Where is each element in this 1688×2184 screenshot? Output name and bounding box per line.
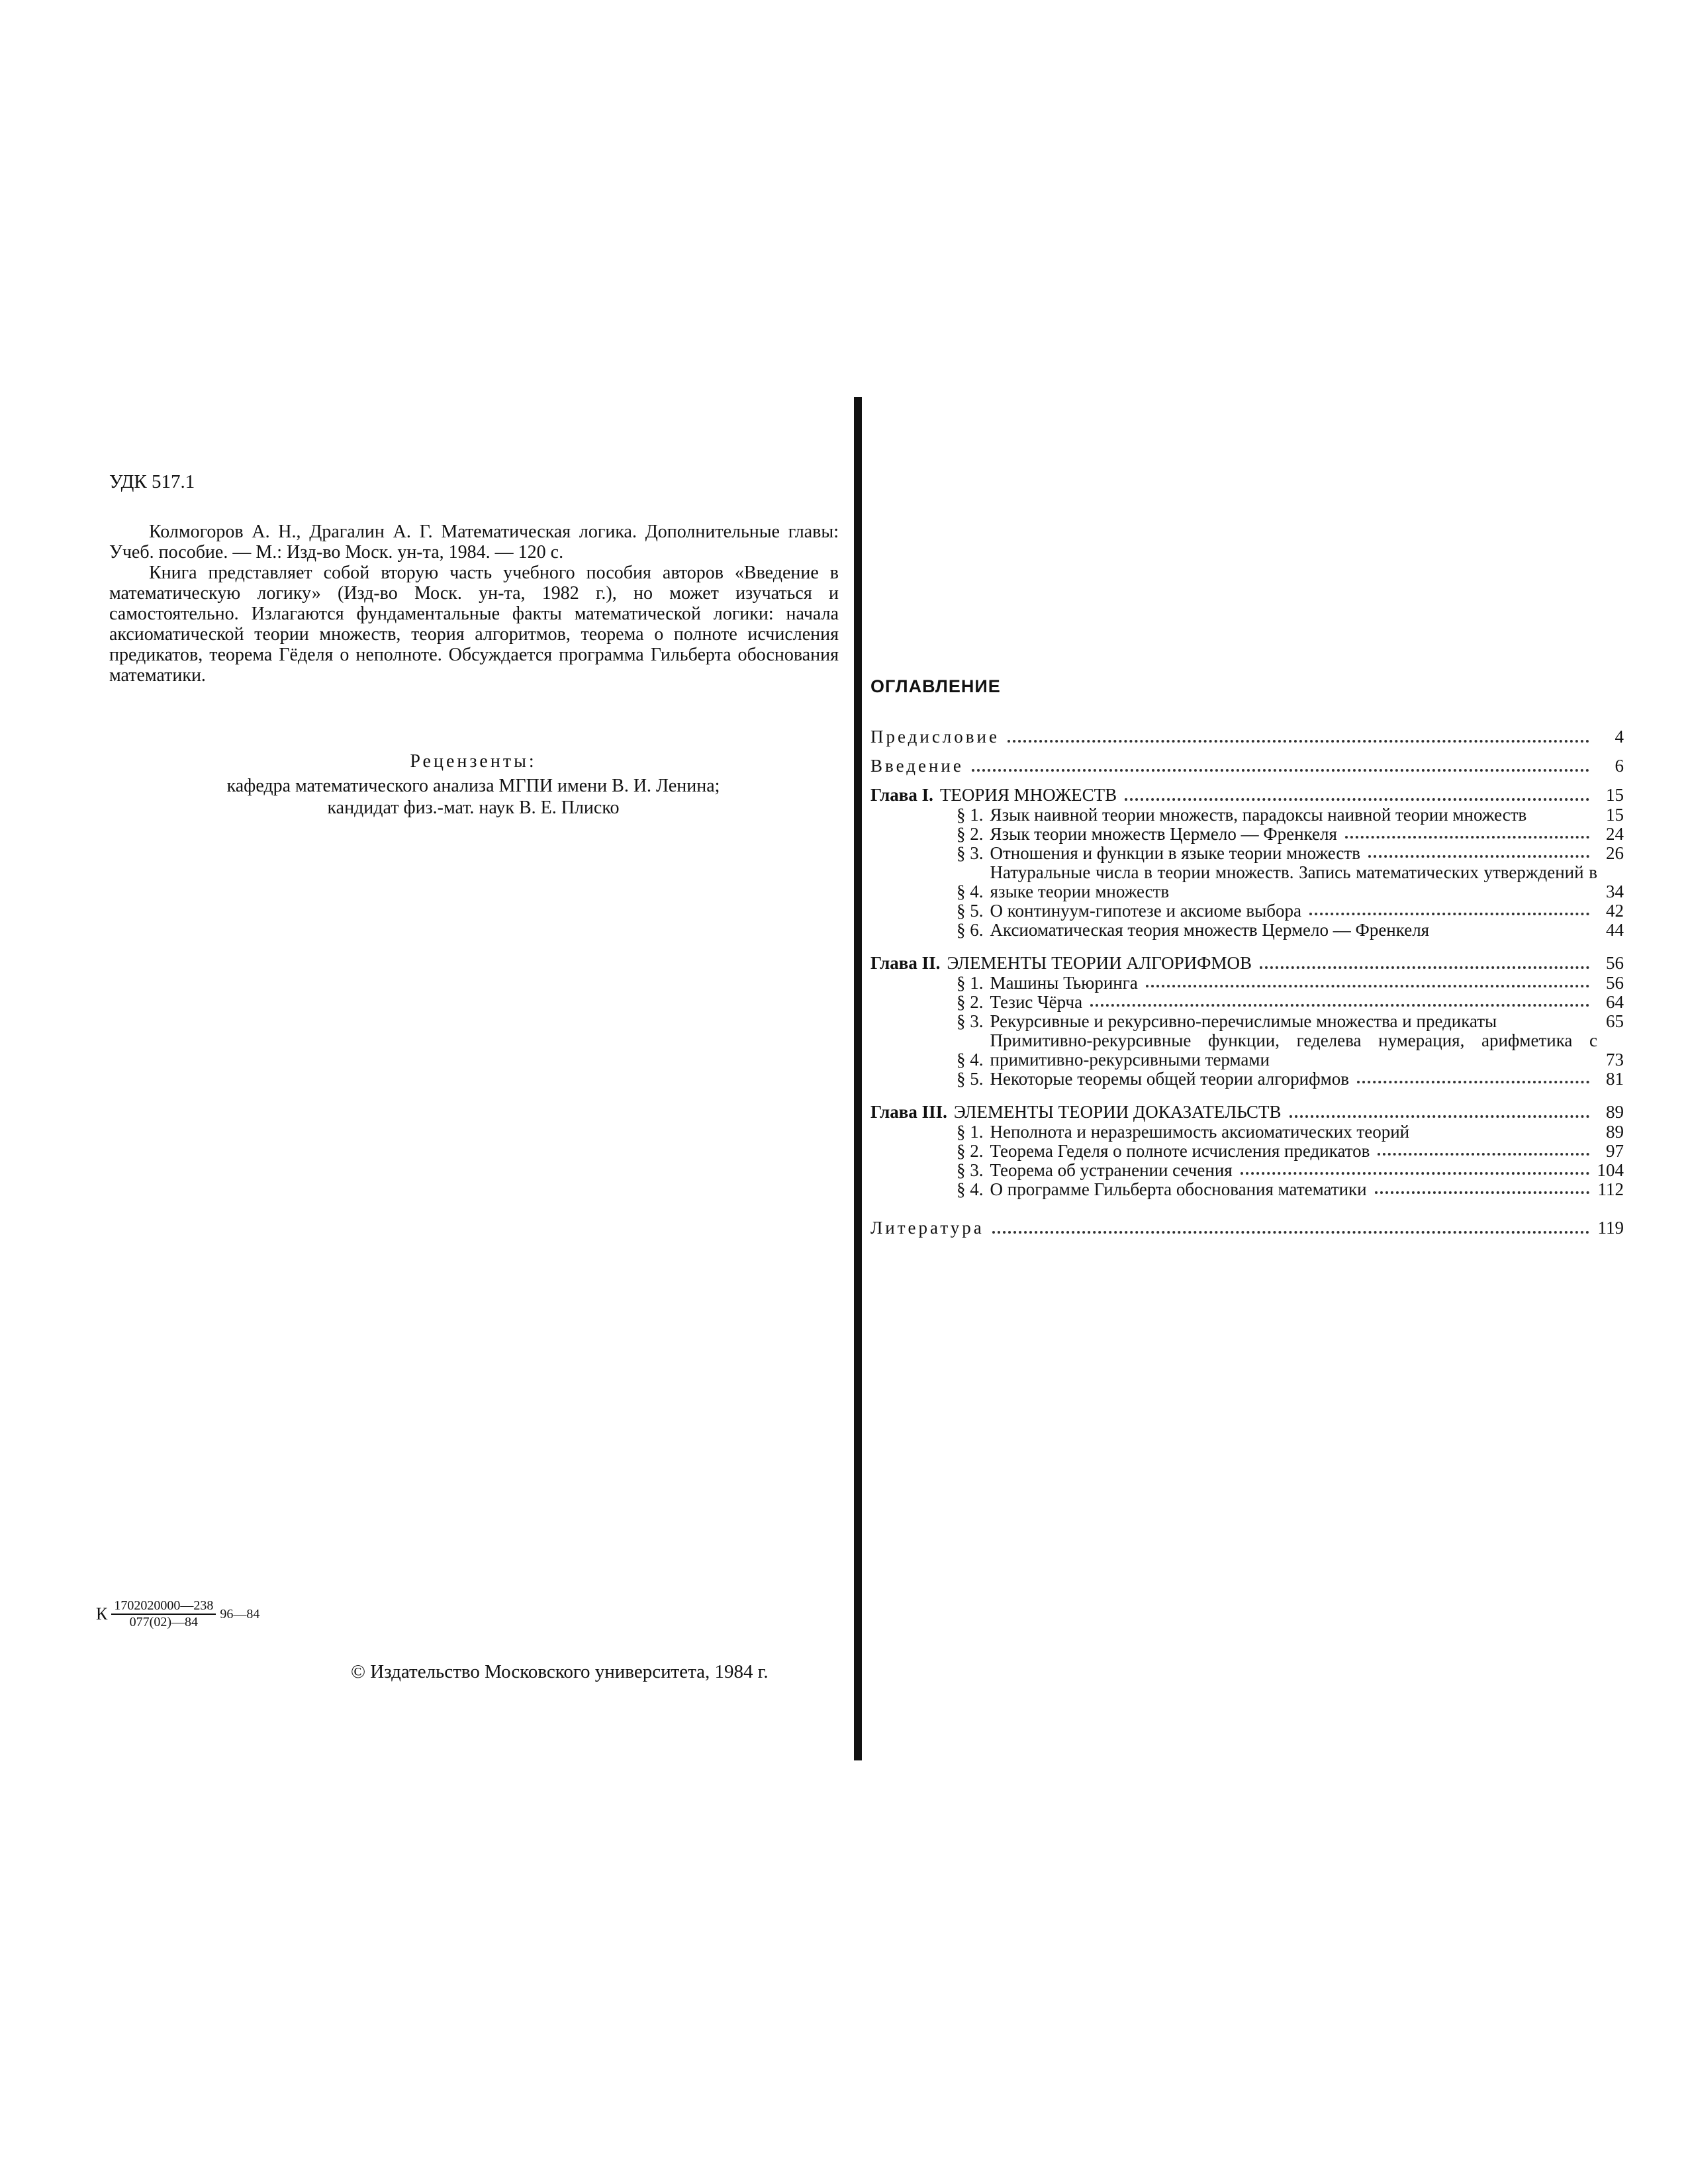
- reviewer-2: кандидат физ.-мат. наук В. Е. Плиско: [327, 797, 620, 818]
- section-title: Язык наивной теории множеств, парадоксы наивной теории множеств: [990, 805, 1527, 825]
- chapter-label: Глава II.: [870, 953, 941, 973]
- dot-leader: [1241, 1172, 1589, 1175]
- section-number: § 3.: [957, 1160, 984, 1180]
- toc-page-number: 73: [1606, 1050, 1624, 1069]
- toc-section: [957, 901, 1624, 921]
- dot-leader: [1090, 1004, 1589, 1007]
- section-number: § 1.: [957, 973, 984, 993]
- section-title: Отношения и функции в языке теории множеств: [990, 843, 1360, 863]
- section-number: § 3.: [957, 843, 984, 863]
- section-title: Примитивно-рекурсивные функции, геделева нумерация, арифметика с примитивно-рекурсивными термами: [990, 1030, 1597, 1069]
- dot-leader: [1008, 740, 1589, 743]
- toc-page-number: 112: [1597, 1179, 1624, 1199]
- toc-section: [957, 1142, 1624, 1161]
- toc-page-number: 15: [1606, 805, 1624, 825]
- section-number: § 2.: [957, 1141, 984, 1161]
- toc-page-number: 56: [1606, 953, 1624, 973]
- toc-label: Литература: [870, 1218, 984, 1238]
- toc-chapter-3: [870, 1102, 1624, 1122]
- chapter-label: Глава I.: [870, 785, 933, 805]
- section-title: О континуум-гипотезе и аксиоме выбора: [990, 901, 1301, 921]
- catalog-code-numerator: 1702020000—238: [111, 1598, 216, 1615]
- section-title: Натуральные числа в теории множеств. Запись математических утверждений в языке теории множеств: [990, 862, 1597, 901]
- toc-section: [957, 921, 1624, 940]
- toc-chapter-1: [870, 785, 1624, 805]
- toc-section: [957, 805, 1624, 825]
- section-title: Язык теории множеств Цермело — Френкеля: [990, 824, 1337, 844]
- section-title: Неполнота и неразрешимость аксиоматических теорий: [990, 1122, 1410, 1142]
- toc-page-number: 65: [1606, 1011, 1624, 1031]
- toc-section: [957, 1161, 1624, 1180]
- dot-leader: [1357, 1081, 1589, 1083]
- section-number: § 6.: [957, 920, 984, 940]
- section-title: Некоторые теоремы общей теории алгорифмов: [990, 1069, 1349, 1089]
- reviewers-title: Рецензенты:: [410, 751, 537, 772]
- section-title: Тезис Чёрча: [990, 992, 1083, 1012]
- book-spine-divider: [854, 397, 862, 1760]
- section-number: § 2.: [957, 824, 984, 844]
- section-number: § 4.: [957, 1050, 984, 1069]
- dot-leader: [1378, 1153, 1589, 1156]
- section-number: § 2.: [957, 992, 984, 1012]
- catalog-code-prefix: К: [96, 1604, 108, 1623]
- toc-page-number: 26: [1606, 843, 1624, 863]
- toc-label: Предисловие: [870, 727, 1000, 747]
- toc-page-number: 15: [1606, 785, 1624, 805]
- section-title: Теорема об устранении сечения: [990, 1160, 1233, 1180]
- dot-leader: [1345, 836, 1589, 839]
- section-number: § 5.: [957, 1069, 984, 1089]
- toc-section: [957, 993, 1624, 1012]
- dot-leader: [992, 1231, 1589, 1234]
- toc-title: ОГЛАВЛЕНИЕ: [870, 676, 1001, 696]
- chapter-title: ЭЛЕМЕНТЫ ТЕОРИИ АЛГОРИФМОВ: [947, 953, 1252, 973]
- bibliographic-abstract: [109, 522, 839, 686]
- section-title: Аксиоматическая теория множеств Цермело — Френкеля: [990, 920, 1430, 940]
- section-title: Машины Тьюринга: [990, 973, 1138, 993]
- section-title: Теорема Геделя о полноте исчисления предикатов: [990, 1141, 1370, 1161]
- dot-leader: [1146, 985, 1589, 987]
- toc-page-number: 42: [1606, 901, 1624, 921]
- dot-leader: [1289, 1115, 1589, 1118]
- toc-page-number: 97: [1606, 1141, 1624, 1161]
- chapter-label: Глава III.: [870, 1102, 947, 1122]
- catalog-code-denominator: 077(02)—84: [129, 1615, 198, 1629]
- toc-section: [957, 825, 1624, 844]
- toc-row-preface: [870, 727, 1624, 747]
- dot-leader: [972, 769, 1589, 772]
- toc-page-number: 104: [1597, 1160, 1624, 1180]
- catalog-code: [96, 1598, 259, 1630]
- toc-page-number: 34: [1606, 882, 1624, 901]
- section-number: § 4.: [957, 1179, 984, 1199]
- toc-page-number: 89: [1606, 1102, 1624, 1122]
- catalog-code-fraction: [111, 1598, 216, 1630]
- dot-leader: [1309, 913, 1589, 915]
- chapter-title: ТЕОРИЯ МНОЖЕСТВ: [939, 785, 1117, 805]
- section-number: § 1.: [957, 805, 984, 825]
- toc-page-number: 56: [1606, 973, 1624, 993]
- toc-page-number: 44: [1606, 920, 1624, 940]
- section-title: О программе Гильберта обоснования математики: [990, 1179, 1367, 1199]
- toc-page-number: 64: [1606, 992, 1624, 1012]
- chapter-title: ЭЛЕМЕНТЫ ТЕОРИИ ДОКАЗАТЕЛЬСТВ: [953, 1102, 1282, 1122]
- table-of-contents: [870, 727, 1624, 1247]
- section-number: § 3.: [957, 1011, 984, 1031]
- section-number: § 5.: [957, 901, 984, 921]
- catalog-code-suffix: 96—84: [220, 1606, 260, 1621]
- toc-row-literature: [870, 1218, 1624, 1238]
- section-title: Рекурсивные и рекурсивно-перечислимые множества и предикаты: [990, 1011, 1497, 1031]
- section-number: § 1.: [957, 1122, 984, 1142]
- toc-section: [957, 974, 1624, 993]
- toc-page-number: 119: [1597, 1218, 1624, 1238]
- udk-code: УДК 517.1: [109, 471, 195, 492]
- toc-section: [957, 1180, 1624, 1199]
- toc-chapter-2: [870, 953, 1624, 974]
- dot-leader: [1375, 1191, 1589, 1194]
- dot-leader: [1125, 798, 1589, 801]
- toc-label: Введение: [870, 756, 964, 776]
- bibliographic-record: Колмогоров А. Н., Драгалин А. Г. Математическая логика. Дополнительные главы: Учеб. пособие. — М.: Изд-во Моск. ун-та, 1984. — 120 с.: [109, 522, 839, 563]
- section-number: § 4.: [957, 882, 984, 901]
- dot-leader: [1260, 966, 1589, 969]
- toc-page-number: 81: [1606, 1069, 1624, 1089]
- toc-section: [957, 1012, 1624, 1031]
- toc-section: [957, 863, 1624, 901]
- toc-section: [957, 1122, 1624, 1142]
- toc-section: [957, 1031, 1624, 1069]
- toc-page-number: 4: [1615, 727, 1624, 747]
- copyright-notice: © Издательство Московского университета, 1984 г.: [351, 1661, 769, 1682]
- toc-page-number: 24: [1606, 824, 1624, 844]
- toc-page-number: 6: [1615, 756, 1624, 776]
- book-summary: Книга представляет собой вторую часть учебного пособия авторов «Введение в математическую логику» (Изд-во Моск. ун-та, 1982 г.), но может изучаться и самостоятельно. Излагаются фундаментальные факты математической логики: начала аксиоматической теории множеств, теория алгоритмов, теорема о полноте исчисления предикатов, теорема Гёделя о неполноте. Обсуждается программа Гильберта обоснования математики.: [109, 563, 839, 686]
- toc-row-intro: [870, 756, 1624, 776]
- toc-page-number: 89: [1606, 1122, 1624, 1142]
- reviewer-1: кафедра математического анализа МГПИ имени В. И. Ленина;: [226, 776, 720, 796]
- toc-section: [957, 1069, 1624, 1089]
- dot-leader: [1368, 855, 1589, 858]
- toc-section: [957, 844, 1624, 863]
